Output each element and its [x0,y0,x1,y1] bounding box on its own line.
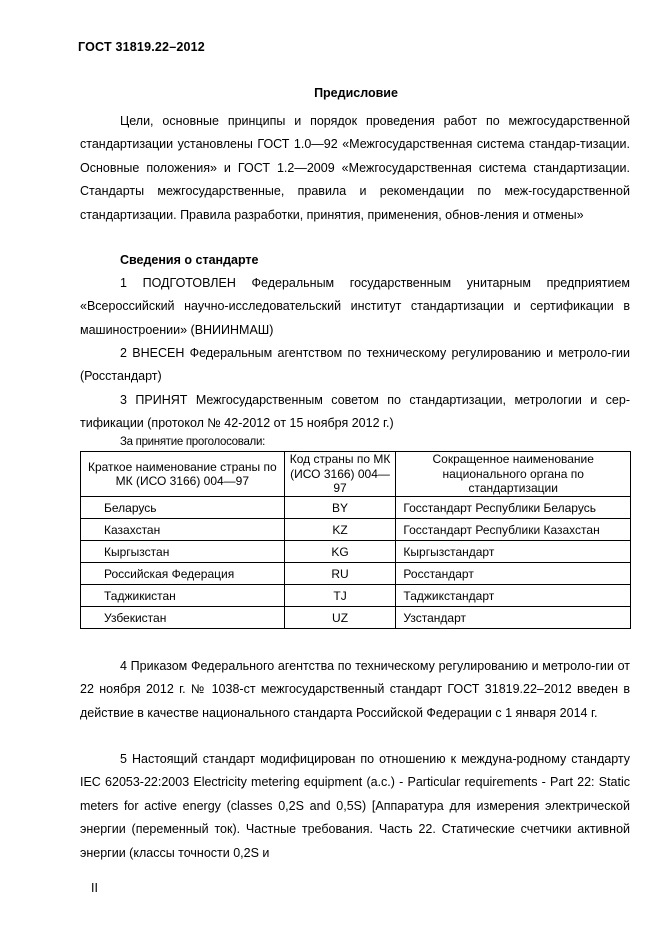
table-row [81,585,631,607]
preface-paragraph: Цели, основные принципы и порядок проведения работ по межгосударственной стандартизации установлены ГОСТ 1.0—92 «Межгосударственная система стандар-тизации. Основные положения» и ГОСТ 1.2—2009 «Межгосударственная система стандартизации. Стандарты межгосударственные, правила и рекомендации по меж-государственной стандартизации. Правила разработки, принятия, применения, обнов-ления и отмены» [80,114,630,222]
cell-country: Российская Федерация [81,563,285,585]
cell-country: Таджикистан [81,585,285,607]
cell-body: Госстандарт Республики Беларусь [396,497,631,519]
cell-body: Госстандарт Республики Казахстан [396,519,631,541]
cell-body: Таджикстандарт [396,585,631,607]
cell-code: TJ [284,585,396,607]
cell-country: Кыргызстан [81,541,285,563]
cell-code: RU [284,563,396,585]
cell-body: Кыргызстандарт [396,541,631,563]
table-caption: За принятие проголосовали: [120,436,265,448]
table-row [81,497,631,519]
cell-country: Узбекистан [81,607,285,629]
item-4: 4 Приказом Федерального агентства по техническому регулированию и метроло-гии от 22 ноября 2012 г. № 1038-ст межгосударственный стандарт ГОСТ 31819.22–2012 введен в действие в качестве национального стандарта Российской Федерации с 1 января 2014 г. [80,659,630,720]
preface-title: Предисловие [314,86,398,100]
table-row [81,607,631,629]
header-code: Код страны по МК (ИСО 3166) 004—97 [284,452,396,497]
page-number: II [91,881,98,895]
section-title: Сведения о стандарте [120,253,259,267]
item-3: 3 ПРИНЯТ Межгосударственным советом по стандартизации, метрологии и сер-тификации (протокол № 42-2012 от 15 ноября 2012 г.) [80,393,630,431]
cell-code: BY [284,497,396,519]
cell-body: Узстандарт [396,607,631,629]
document-header: ГОСТ 31819.22–2012 [78,40,205,54]
item-5: 5 Настоящий стандарт модифицирован по отношению к междуна-родному стандарту IEC 62053-22:2003 Electricity metering equipment (a.c.) - Particular requirements - Part 22: Static meters for active energy (classes 0,2S and 0,5S) [Аппаратура для измерения электрической энергии (переменный ток). Частные требования. Часть 22. Статические счетчики активной энергии (классы точности 0,2S и [80,752,630,860]
cell-country: Казахстан [81,519,285,541]
cell-code: KG [284,541,396,563]
cell-code: KZ [284,519,396,541]
header-body: Сокращенное наименование национального органа по стандартизации [396,452,631,497]
cell-body: Росстандарт [396,563,631,585]
cell-code: UZ [284,607,396,629]
table-row [81,563,631,585]
table-row [81,541,631,563]
table-row [81,519,631,541]
table-header-row [81,452,631,497]
cell-country: Беларусь [81,497,285,519]
voting-table [80,451,631,629]
item-1: 1 ПОДГОТОВЛЕН Федеральным государственным унитарным предприятием «Всероссийский научно-исследовательский институт стандартизации и сертификации в машиностроении» (ВНИИНМАШ) [80,276,630,337]
header-country: Краткое наименование страны по МК (ИСО 3166) 004—97 [81,452,285,497]
item-2: 2 ВНЕСЕН Федеральным агентством по техническому регулированию и метроло-гии (Росстандарт) [80,346,630,384]
